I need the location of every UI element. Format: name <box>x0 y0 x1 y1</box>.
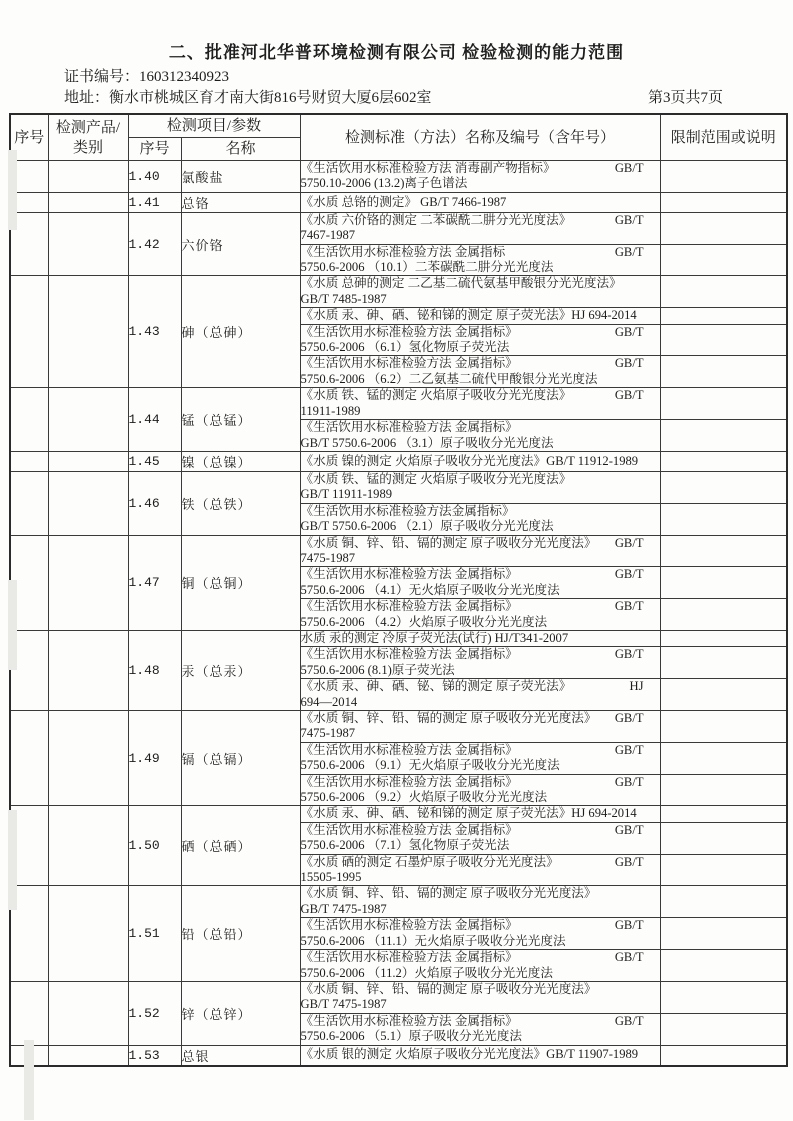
col-header-limit: 限制范围或说明 <box>660 114 787 161</box>
limit-cell <box>660 599 787 631</box>
certificate-line <box>64 67 793 88</box>
standard-title: 水质 汞的测定 冷原子荧光法(试行) HJ/T341-2007 <box>300 630 569 645</box>
page-title: 二、批准河北华普环境检测有限公司 检验检测的能力范围 <box>168 43 625 62</box>
standard-code-line: 5750.6-2006 （9.1）无火焰原子吸收分光光度法 <box>300 758 560 773</box>
standard-code-prefix: GB/T <box>614 1013 644 1028</box>
limit-cell <box>660 1013 787 1045</box>
param-no-cell: 1.53 <box>128 1045 181 1066</box>
limit-cell <box>660 471 787 503</box>
standard-code-prefix: GB/T <box>614 244 644 259</box>
standard-code-line: GB/T 7485-1987 <box>300 291 387 306</box>
standard-code-line: 5750.6-2006 （9.2）火焰原子吸收分光光度法 <box>300 790 548 805</box>
standard-code-line: 694—2014 <box>300 694 358 709</box>
standard-title: 《生活饮用水标准检验方法 金属指标 <box>300 244 506 259</box>
standard-cell <box>300 356 660 388</box>
standard-code-line: 5750.6-2006 （11.2）火焰原子吸收分光光度法 <box>300 965 553 980</box>
standard-code-line: 5750.6-2006 （7.1）氢化物原子荧光法 <box>300 838 510 853</box>
table-row <box>10 388 787 420</box>
param-no-cell: 1.50 <box>128 806 181 886</box>
standard-code-prefix: GB/T <box>614 388 644 403</box>
param-no-cell: 1.41 <box>128 192 181 212</box>
standard-cell <box>300 886 660 918</box>
standard-cell <box>300 244 660 276</box>
standard-cell <box>300 822 660 854</box>
standard-title: 《生活饮用水标准检验方法 金属指标》 <box>300 567 518 582</box>
standard-code-line: 5750.10-2006 (13.2)离子色谱法 <box>300 176 468 191</box>
standard-code-line: 5750.6-2006 （6.1）氢化物原子荧光法 <box>300 340 510 355</box>
standard-code-line: 7475-1987 <box>300 726 356 741</box>
category-cell <box>48 535 128 630</box>
limit-cell <box>660 503 787 535</box>
standard-code-line: 5750.6-2006 （4.1）无火焰原子吸收分光光度法 <box>300 582 560 597</box>
param-no-cell: 1.43 <box>128 276 181 388</box>
standard-code-line: GB/T 5750.6-2006 （3.1）原子吸收分光光度法 <box>300 435 554 450</box>
standard-title: 《生活饮用水标准检验方法 金属指标》 <box>300 742 518 757</box>
standard-title: 《水质 总砷的测定 二乙基二硫代氨基甲酸银分光光度法》 <box>300 276 622 291</box>
standard-title: 《水质 硒的测定 石墨炉原子吸收分光光度法》 <box>300 854 559 869</box>
standard-title: 《水质 铜、锌、铅、镉的测定 原子吸收分光光度法》 <box>300 886 597 901</box>
standard-title: 《生活饮用水标准检验方法 金属指标》 <box>300 950 518 965</box>
standard-title: 《生活饮用水标准检验方法 消毒副产物指标》 <box>300 161 556 175</box>
standard-code-line: 5750.6-2006 （10.1）二苯碳酰二肼分光光度法 <box>300 260 554 275</box>
standard-code-prefix: GB/T <box>614 918 644 933</box>
standard-cell <box>300 276 660 308</box>
seq-cell <box>10 471 48 535</box>
limit-cell <box>660 535 787 567</box>
param-no-cell: 1.51 <box>128 886 181 981</box>
standard-title: 《水质 汞、砷、硒、铋和锑的测定 原子荧光法》HJ 694-2014 <box>300 308 637 323</box>
address-value: 衡水市桃城区育才南大街816号财贸大厦6层602室 <box>109 90 432 106</box>
standard-cell <box>300 388 660 420</box>
standard-title: 《生活饮用水标准检验方法金属指标》 <box>300 503 515 518</box>
param-no-cell: 1.52 <box>128 981 181 1045</box>
limit-cell <box>660 711 787 743</box>
table-row <box>10 471 787 503</box>
limit-cell <box>660 822 787 854</box>
standard-code-line: 5750.6-2006 (8.1)原子荧光法 <box>300 662 455 677</box>
category-cell <box>48 806 128 886</box>
standard-code-prefix: GB/T <box>614 774 644 789</box>
col-header-standard: 检测标准（方法）名称及编号（含年号） <box>300 114 660 161</box>
limit-cell <box>660 950 787 982</box>
param-name-cell: 铁（总铁） <box>181 471 300 535</box>
standard-cell <box>300 192 660 212</box>
standard-title: 《水质 铜、锌、铅、镉的测定 原子吸收分光光度法》 <box>300 981 597 996</box>
param-name-cell: 硒（总硒） <box>181 806 300 886</box>
limit-cell <box>660 161 787 193</box>
standard-title: 《生活饮用水标准检验方法 金属指标》 <box>300 822 518 837</box>
limit-cell <box>660 192 787 212</box>
standard-code-line: 5750.6-2006 （6.2）二乙氨基二硫代甲酸银分光光度法 <box>300 371 598 386</box>
standard-cell <box>300 420 660 452</box>
table-row <box>10 711 787 743</box>
standard-title: 《生活饮用水标准检验方法 金属指标》 <box>300 599 518 614</box>
standard-code-prefix: GB/T <box>614 950 644 965</box>
page-indicator: 第3页共7页 <box>647 90 723 106</box>
standard-cell <box>300 806 660 822</box>
param-name-cell: 总铬 <box>181 192 300 212</box>
standard-code-prefix: GB/T <box>614 599 644 614</box>
standard-code-prefix: GB/T <box>614 356 644 371</box>
param-no-cell: 1.45 <box>128 451 181 471</box>
standard-code-prefix: GB/T <box>614 161 644 175</box>
category-cell <box>48 161 128 193</box>
capability-table <box>9 113 788 1067</box>
param-name-cell: 锌（总锌） <box>181 981 300 1045</box>
standard-title: 《水质 银的测定 火焰原子吸收分光光度法》GB/T 11907-1989 <box>300 1047 639 1062</box>
col-header-seq: 序号 <box>10 114 48 161</box>
standard-cell <box>300 567 660 599</box>
param-name-cell: 镉（总镉） <box>181 711 300 806</box>
standard-title: 《水质 汞、砷、硒、铋、锑的测定 原子荧光法》 <box>300 679 572 694</box>
standard-title: 《水质 镍的测定 火焰原子吸收分光光度法》GB/T 11912-1989 <box>300 453 639 468</box>
standard-title: 《水质 六价铬的测定 二苯碳酰二肼分光光度法》 <box>300 212 572 227</box>
category-cell <box>48 886 128 981</box>
col-header-item-name: 名称 <box>181 138 300 161</box>
standard-cell <box>300 630 660 646</box>
seq-cell <box>10 981 48 1045</box>
table-header-row <box>10 114 787 138</box>
standard-cell <box>300 1013 660 1045</box>
limit-cell <box>660 388 787 420</box>
standard-title: 《水质 铜、锌、铅、镉的测定 原子吸收分光光度法》 <box>300 711 597 725</box>
table-row <box>10 1045 787 1066</box>
table-row <box>10 451 787 471</box>
table-row <box>10 276 787 308</box>
category-cell <box>48 981 128 1045</box>
standard-code-line: 5750.6-2006 （4.2）火焰原子吸收分光光度法 <box>300 614 548 629</box>
table-row <box>10 192 787 212</box>
standard-title: 《生活饮用水标准检验方法 金属指标》 <box>300 647 518 662</box>
certificate-number: 160312340923 <box>139 69 230 85</box>
table-row <box>10 806 787 822</box>
standard-cell <box>300 324 660 356</box>
standard-code-prefix: GB/T <box>614 324 644 339</box>
col-header-item-no: 序号 <box>128 138 181 161</box>
scan-artifact <box>8 150 17 230</box>
param-no-cell: 1.42 <box>128 212 181 276</box>
category-cell <box>48 192 128 212</box>
seq-cell <box>10 711 48 806</box>
standard-title: 《生活饮用水标准检验方法 金属指标》 <box>300 356 518 371</box>
limit-cell <box>660 806 787 822</box>
standard-cell <box>300 950 660 982</box>
standard-code-prefix: GB/T <box>614 822 644 837</box>
standard-code-prefix: GB/T <box>614 535 644 550</box>
address-label: 地址： <box>64 90 110 106</box>
standard-cell <box>300 599 660 631</box>
table-row <box>10 981 787 1013</box>
standard-code-line: GB/T 5750.6-2006 （2.1）原子吸收分光光度法 <box>300 519 554 534</box>
certificate-label: 证书编号： <box>64 69 140 85</box>
standard-code-line: GB/T 11911-1989 <box>300 487 393 502</box>
limit-cell <box>660 679 787 711</box>
table-row <box>10 212 787 244</box>
seq-cell <box>10 451 48 471</box>
standard-cell <box>300 742 660 774</box>
category-cell <box>48 630 128 710</box>
standard-cell <box>300 212 660 244</box>
limit-cell <box>660 244 787 276</box>
standard-code-prefix: GB/T <box>614 567 644 582</box>
standard-code-line: GB/T 7475-1987 <box>300 997 387 1012</box>
limit-cell <box>660 1045 787 1066</box>
limit-cell <box>660 567 787 599</box>
param-name-cell: 六价铬 <box>181 212 300 276</box>
standard-cell <box>300 503 660 535</box>
param-name-cell: 氯酸盐 <box>181 161 300 193</box>
standard-cell <box>300 1045 660 1066</box>
standard-title: 《生活饮用水标准检验方法 金属指标》 <box>300 1013 518 1028</box>
limit-cell <box>660 647 787 679</box>
limit-cell <box>660 981 787 1013</box>
scan-artifact <box>24 1040 34 1120</box>
limit-cell <box>660 276 787 308</box>
standard-title: 《水质 铁、锰的测定 火焰原子吸收分光光度法》 <box>300 388 572 403</box>
standard-cell <box>300 471 660 503</box>
table-row <box>10 535 787 567</box>
param-name-cell: 汞（总汞） <box>181 630 300 710</box>
seq-cell <box>10 276 48 388</box>
table-row <box>10 161 787 193</box>
standard-title: 《生活饮用水标准检验方法 金属指标》 <box>300 420 518 435</box>
address-line <box>64 88 723 109</box>
category-cell <box>48 471 128 535</box>
standard-code-prefix: HJ <box>629 679 644 694</box>
standard-cell <box>300 161 660 193</box>
param-no-cell: 1.46 <box>128 471 181 535</box>
standard-cell <box>300 918 660 950</box>
param-no-cell: 1.47 <box>128 535 181 630</box>
standard-code-line: 15505-1995 <box>300 870 362 885</box>
standard-code-line: 7475-1987 <box>300 550 356 565</box>
standard-title: 《生活饮用水标准检验方法 金属指标》 <box>300 774 518 789</box>
standard-title: 《水质 总铬的测定》 GB/T 7466-1987 <box>300 194 507 209</box>
param-no-cell: 1.44 <box>128 388 181 452</box>
standard-title: 《水质 铁、锰的测定 火焰原子吸收分光光度法》 <box>300 471 572 486</box>
limit-cell <box>660 356 787 388</box>
limit-cell <box>660 854 787 886</box>
standard-cell <box>300 711 660 743</box>
param-no-cell: 1.40 <box>128 161 181 193</box>
limit-cell <box>660 212 787 244</box>
standard-cell <box>300 981 660 1013</box>
standard-code-prefix: GB/T <box>614 742 644 757</box>
standard-code-line: 11911-1989 <box>300 403 361 418</box>
category-cell <box>48 451 128 471</box>
category-cell <box>48 212 128 276</box>
limit-cell <box>660 886 787 918</box>
category-cell <box>48 388 128 452</box>
param-name-cell: 砷（总砷） <box>181 276 300 388</box>
category-cell <box>48 711 128 806</box>
table-row <box>10 886 787 918</box>
standard-cell <box>300 854 660 886</box>
standard-code-prefix: GB/T <box>614 854 644 869</box>
standard-code-line: 5750.6-2006 （5.1）原子吸收分光光度法 <box>300 1029 522 1044</box>
param-name-cell: 铅（总铅） <box>181 886 300 981</box>
param-no-cell: 1.49 <box>128 711 181 806</box>
param-name-cell: 总银 <box>181 1045 300 1066</box>
limit-cell <box>660 420 787 452</box>
address-text <box>64 88 432 109</box>
standard-title: 《水质 汞、砷、硒、铋和锑的测定 原子荧光法》HJ 694-2014 <box>300 806 637 821</box>
col-header-item-group: 检测项目/参数 <box>128 114 300 138</box>
scan-artifact <box>8 810 17 910</box>
standard-cell <box>300 774 660 806</box>
seq-cell <box>10 388 48 452</box>
limit-cell <box>660 451 787 471</box>
capability-table-body <box>10 161 787 1066</box>
standard-cell <box>300 308 660 324</box>
standard-cell <box>300 679 660 711</box>
standard-code-prefix: GB/T <box>614 212 644 227</box>
standard-title: 《生活饮用水标准检验方法 金属指标》 <box>300 324 518 339</box>
param-name-cell: 锰（总锰） <box>181 388 300 452</box>
param-no-cell: 1.48 <box>128 630 181 710</box>
standard-code-line: 5750.6-2006 （11.1）无火焰原子吸收分光光度法 <box>300 933 566 948</box>
scan-artifact <box>8 580 17 670</box>
standard-cell <box>300 647 660 679</box>
limit-cell <box>660 630 787 646</box>
standard-cell <box>300 535 660 567</box>
limit-cell <box>660 918 787 950</box>
standard-code-line: 7467-1987 <box>300 228 356 243</box>
category-cell <box>48 1045 128 1066</box>
standard-code-line: GB/T 7475-1987 <box>300 901 387 916</box>
param-name-cell: 铜（总铜） <box>181 535 300 630</box>
limit-cell <box>660 324 787 356</box>
limit-cell <box>660 742 787 774</box>
limit-cell <box>660 308 787 324</box>
standard-code-prefix: GB/T <box>614 647 644 662</box>
table-row <box>10 630 787 646</box>
col-header-category: 检测产品/类别 <box>48 114 128 161</box>
standard-code-prefix: GB/T <box>614 711 644 725</box>
standard-title: 《水质 铜、锌、铅、镉的测定 原子吸收分光光度法》 <box>300 535 597 550</box>
standard-title: 《生活饮用水标准检验方法 金属指标》 <box>300 918 518 933</box>
param-name-cell: 镍（总镍） <box>181 451 300 471</box>
limit-cell <box>660 774 787 806</box>
standard-cell <box>300 451 660 471</box>
category-cell <box>48 276 128 388</box>
